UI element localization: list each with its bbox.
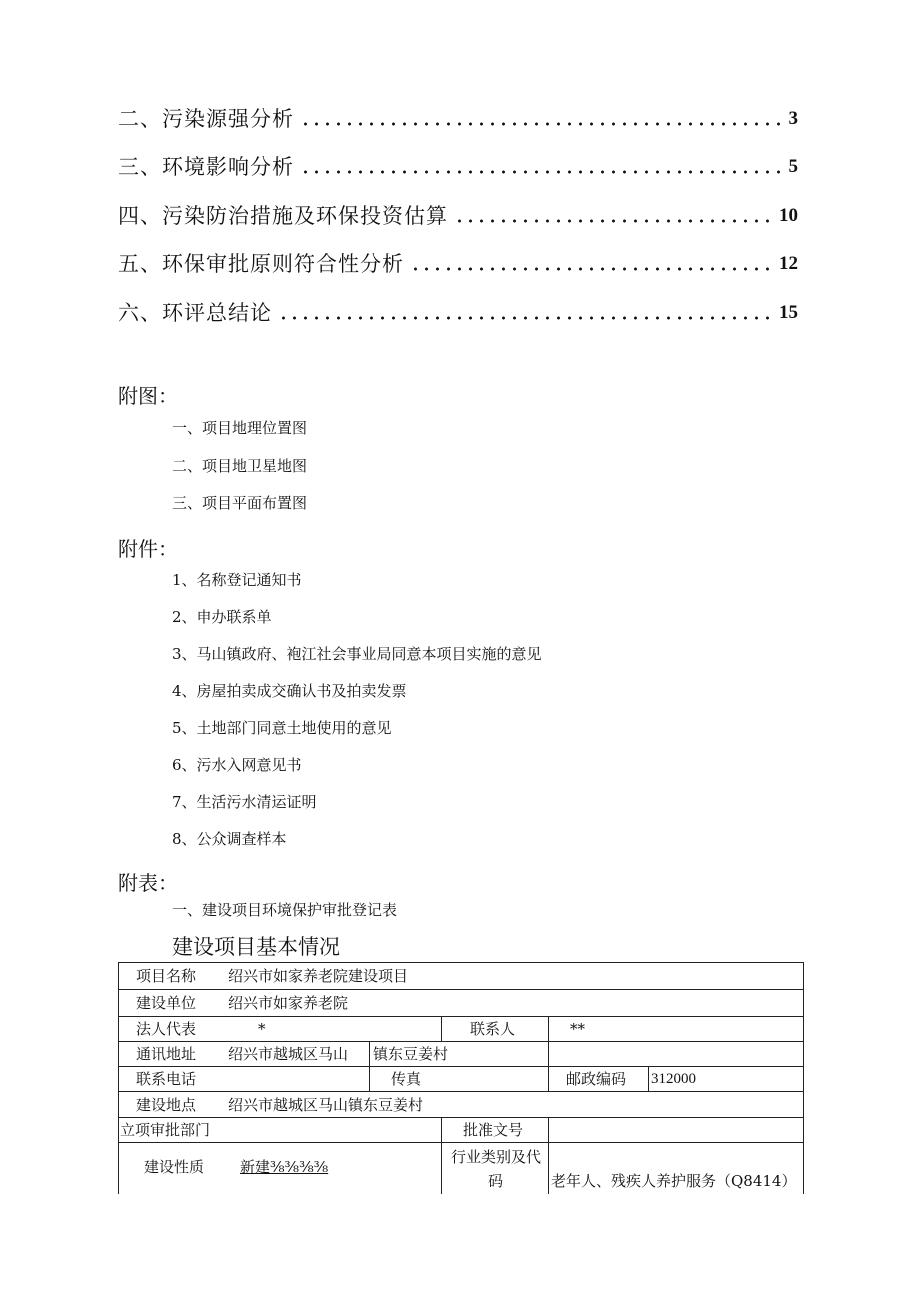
site-label: 建设地点 <box>136 1096 197 1114</box>
table-border <box>548 1066 549 1091</box>
toc-entry[interactable] <box>118 197 798 231</box>
toc-leader-dots <box>454 219 773 223</box>
toc-entry-page: 15 <box>779 302 798 323</box>
table-rule <box>118 989 804 990</box>
toc-leader-dots <box>278 316 773 320</box>
table-item: 一、建设项目环境保护审批登记表 <box>172 901 398 919</box>
figure-item: 三、项目平面布置图 <box>172 494 308 512</box>
table-rule <box>118 1066 804 1067</box>
attachment-item: 4、房屋拍卖成交确认书及拍卖发票 <box>172 682 407 700</box>
toc-entry-title: 四、污染防治措施及环保投资估算 <box>118 204 448 228</box>
tables-heading: 附表： <box>118 871 178 895</box>
toc-entry-page: 3 <box>788 108 798 129</box>
table-rule <box>118 1016 804 1017</box>
table-border <box>548 1117 549 1142</box>
attachments-heading: 附件： <box>118 537 178 561</box>
toc-entry[interactable] <box>118 148 798 182</box>
table-rule <box>118 1041 804 1042</box>
address-value-part2: 镇东豆姜村 <box>373 1045 449 1063</box>
table-border <box>548 1142 549 1194</box>
toc-entry-title: 二、污染源强分析 <box>118 107 294 131</box>
legal-rep-value: * <box>258 1020 266 1038</box>
phone-label: 联系电话 <box>136 1070 197 1088</box>
toc-leader-dots <box>410 267 773 271</box>
toc-entry-title: 六、环评总结论 <box>118 301 272 325</box>
table-rule <box>118 962 804 963</box>
toc-entry-page: 10 <box>779 205 798 226</box>
approval-dept-label: 立项审批部门 <box>120 1121 211 1139</box>
project-name-label: 项目名称 <box>136 967 197 985</box>
table-border <box>441 1117 442 1194</box>
attachment-item: 3、马山镇政府、袍江社会事业局同意本项目实施的意见 <box>172 645 542 663</box>
nature-label: 建设性质 <box>144 1158 205 1176</box>
project-name-value: 绍兴市如家养老院建设项目 <box>228 967 409 985</box>
attachment-item: 8、公众调查样本 <box>172 830 287 848</box>
toc-entry-title: 三、环境影响分析 <box>118 155 294 179</box>
toc-leader-dots <box>300 122 783 126</box>
figure-item: 一、项目地理位置图 <box>172 419 308 437</box>
postcode-label: 邮政编码 <box>566 1070 627 1088</box>
table-rule <box>118 1091 804 1092</box>
toc-entry[interactable] <box>118 100 798 134</box>
table-rule <box>118 1142 804 1143</box>
table-border <box>369 1066 370 1091</box>
fax-label: 传真 <box>391 1070 422 1088</box>
contact-value: ** <box>570 1020 585 1038</box>
attachment-item: 5、土地部门同意土地使用的意见 <box>172 719 392 737</box>
table-border <box>118 962 119 1194</box>
builder-label: 建设单位 <box>136 994 197 1012</box>
table-border <box>369 1041 370 1066</box>
attachment-item: 6、污水入网意见书 <box>172 756 302 774</box>
table-border <box>648 1066 649 1091</box>
toc-leader-dots <box>300 170 783 174</box>
contact-label: 联系人 <box>470 1020 516 1038</box>
address-label: 通讯地址 <box>136 1045 197 1063</box>
figures-heading: 附图： <box>118 384 178 408</box>
table-border <box>548 1041 549 1066</box>
toc-entry[interactable] <box>118 294 798 328</box>
toc-entry-page: 12 <box>779 253 798 274</box>
basic-info-table <box>118 962 804 1194</box>
industry-value: 老年人、残疾人养护服务（Q8414） <box>551 1172 797 1190</box>
attachment-item: 7、生活污水清运证明 <box>172 793 317 811</box>
toc-entry[interactable] <box>118 245 798 279</box>
industry-label-line2: 码 <box>488 1172 504 1190</box>
nature-value: 新建⅜⅜⅜⅜ <box>240 1158 329 1176</box>
builder-value: 绍兴市如家养老院 <box>228 994 349 1012</box>
address-value-part1: 绍兴市越城区马山 <box>228 1045 349 1063</box>
approval-no-label: 批准文号 <box>463 1121 524 1139</box>
attachment-item: 1、名称登记通知书 <box>172 571 302 589</box>
postcode-value: 312000 <box>651 1071 696 1087</box>
figure-item: 二、项目地卫星地图 <box>172 457 308 475</box>
table-border <box>441 1016 442 1041</box>
toc-entry-title: 五、环保审批原则符合性分析 <box>118 252 404 276</box>
toc-entry-page: 5 <box>788 156 798 177</box>
site-value: 绍兴市越城区马山镇东豆姜村 <box>228 1096 424 1114</box>
industry-label-line1: 行业类别及代 <box>451 1148 542 1166</box>
table-border <box>803 962 804 1194</box>
legal-rep-label: 法人代表 <box>136 1020 197 1038</box>
basic-info-title: 建设项目基本情况 <box>172 935 340 959</box>
attachment-item: 2、申办联系单 <box>172 608 272 626</box>
table-rule <box>118 1117 804 1118</box>
table-border <box>548 1016 549 1041</box>
